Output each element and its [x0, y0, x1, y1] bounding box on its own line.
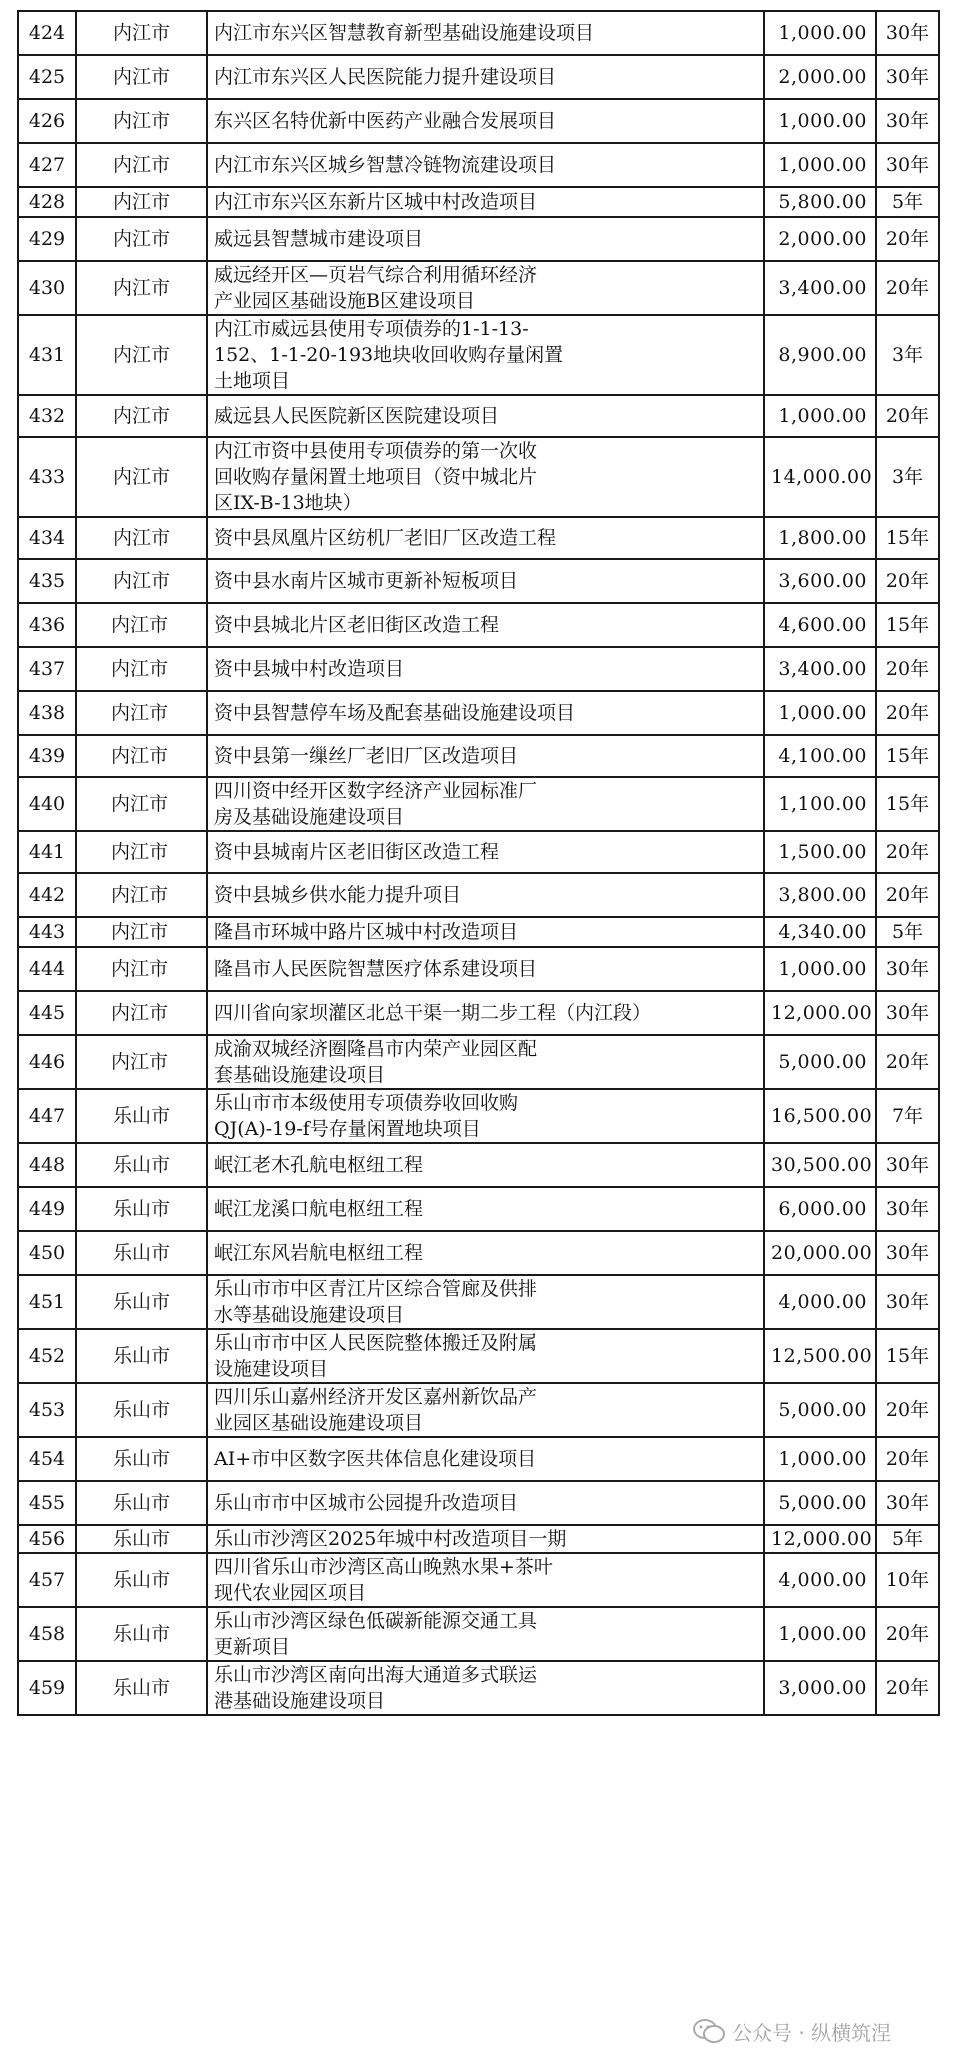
row-number-cell: 447 [18, 1089, 76, 1143]
project-name-cell: 四川省向家坝灌区北总干渠一期二步工程（内江段） [207, 991, 764, 1035]
term-cell: 20年 [876, 559, 939, 603]
term-cell: 15年 [876, 735, 939, 777]
project-name-cell: 东兴区名特优新中医药产业融合发展项目 [207, 99, 764, 143]
project-name-cell: 威远县智慧城市建设项目 [207, 217, 764, 261]
table-row [18, 143, 939, 187]
project-name-line: 内江市威远县使用专项债券的1-1-13- [214, 318, 529, 340]
project-name-cell [207, 777, 764, 831]
amount-cell: 3,400.00 [764, 647, 876, 691]
city-cell: 乐山市 [76, 1143, 207, 1187]
term-cell: 5年 [876, 1525, 939, 1553]
amount-cell: 20,000.00 [764, 1231, 876, 1275]
row-number-cell: 430 [18, 261, 76, 315]
row-number-cell: 446 [18, 1035, 76, 1089]
project-name-line: 四川省乐山市沙湾区高山晚熟水果+茶叶 [214, 1556, 553, 1578]
city-cell: 内江市 [76, 691, 207, 735]
amount-cell: 1,000.00 [764, 1607, 876, 1661]
row-number-cell: 445 [18, 991, 76, 1035]
term-cell: 20年 [876, 1383, 939, 1437]
project-name-cell: 威远县人民医院新区医院建设项目 [207, 395, 764, 437]
term-cell: 20年 [876, 691, 939, 735]
city-cell: 内江市 [76, 947, 207, 991]
table-row [18, 947, 939, 991]
city-cell: 内江市 [76, 831, 207, 873]
term-cell: 30年 [876, 1143, 939, 1187]
project-name-cell: 内江市东兴区城乡智慧冷链物流建设项目 [207, 143, 764, 187]
city-cell: 内江市 [76, 99, 207, 143]
row-number-cell: 429 [18, 217, 76, 261]
term-cell: 30年 [876, 1231, 939, 1275]
city-cell: 乐山市 [76, 1437, 207, 1481]
row-number-cell: 440 [18, 777, 76, 831]
table-row [18, 1525, 939, 1553]
amount-cell: 5,000.00 [764, 1035, 876, 1089]
amount-cell: 6,000.00 [764, 1187, 876, 1231]
project-name-cell: 隆昌市人民医院智慧医疗体系建设项目 [207, 947, 764, 991]
row-number-cell: 451 [18, 1275, 76, 1329]
amount-cell: 4,340.00 [764, 917, 876, 947]
project-name-cell: 隆昌市环城中路片区城中村改造项目 [207, 917, 764, 947]
term-cell: 15年 [876, 603, 939, 647]
project-name-line: 威远经开区—页岩气综合利用循环经济 [214, 264, 538, 286]
project-name-cell: 资中县城乡供水能力提升项目 [207, 873, 764, 917]
city-cell: 乐山市 [76, 1553, 207, 1607]
city-cell: 乐山市 [76, 1661, 207, 1715]
row-number-cell: 441 [18, 831, 76, 873]
project-name-line: 四川资中经开区数字经济产业园标准厂 [214, 780, 538, 802]
term-cell: 20年 [876, 395, 939, 437]
row-number-cell: 443 [18, 917, 76, 947]
table-row [18, 437, 939, 517]
amount-cell: 1,000.00 [764, 99, 876, 143]
city-cell: 内江市 [76, 917, 207, 947]
project-name-line: 业园区基础设施建设项目 [214, 1412, 424, 1434]
table-row [18, 11, 939, 55]
amount-cell: 1,000.00 [764, 143, 876, 187]
term-cell: 30年 [876, 11, 939, 55]
row-number-cell: 453 [18, 1383, 76, 1437]
project-name-cell: 内江市东兴区人民医院能力提升建设项目 [207, 55, 764, 99]
amount-cell: 4,000.00 [764, 1275, 876, 1329]
project-name-cell: 资中县城北片区老旧街区改造工程 [207, 603, 764, 647]
term-cell: 15年 [876, 777, 939, 831]
amount-cell: 1,100.00 [764, 777, 876, 831]
project-name-line: 水等基础设施建设项目 [214, 1304, 405, 1326]
row-number-cell: 435 [18, 559, 76, 603]
amount-cell: 5,000.00 [764, 1481, 876, 1525]
row-number-cell: 450 [18, 1231, 76, 1275]
amount-cell: 14,000.00 [764, 437, 876, 517]
project-name-cell [207, 1089, 764, 1143]
watermark-text: 公众号 · 纵横筑涅 [732, 2020, 892, 2045]
term-cell: 3年 [876, 437, 939, 517]
amount-cell: 3,800.00 [764, 873, 876, 917]
row-number-cell: 448 [18, 1143, 76, 1187]
project-name-cell: 资中县城南片区老旧街区改造工程 [207, 831, 764, 873]
term-cell: 15年 [876, 517, 939, 559]
table-row [18, 991, 939, 1035]
table-row [18, 187, 939, 217]
term-cell: 30年 [876, 1481, 939, 1525]
city-cell: 内江市 [76, 55, 207, 99]
table-row [18, 1553, 939, 1607]
table-row [18, 1437, 939, 1481]
amount-cell: 1,000.00 [764, 947, 876, 991]
term-cell: 30年 [876, 1275, 939, 1329]
row-number-cell: 438 [18, 691, 76, 735]
city-cell: 乐山市 [76, 1275, 207, 1329]
amount-cell: 2,000.00 [764, 217, 876, 261]
table-row [18, 1187, 939, 1231]
city-cell: 内江市 [76, 559, 207, 603]
amount-cell: 5,800.00 [764, 187, 876, 217]
project-name-cell [207, 1329, 764, 1383]
term-cell: 3年 [876, 315, 939, 395]
project-name-cell: 乐山市市中区城市公园提升改造项目 [207, 1481, 764, 1525]
term-cell: 7年 [876, 1089, 939, 1143]
watermark [692, 2016, 891, 2046]
project-name-line: QJ(A)-19-f号存量闲置地块项目 [214, 1118, 481, 1140]
table-row [18, 1661, 939, 1715]
project-name-cell [207, 1661, 764, 1715]
project-name-cell [207, 437, 764, 517]
project-name-line: 乐山市沙湾区南向出海大通道多式联运 [214, 1664, 538, 1686]
term-cell: 30年 [876, 99, 939, 143]
city-cell: 内江市 [76, 437, 207, 517]
city-cell: 内江市 [76, 603, 207, 647]
table-row [18, 1607, 939, 1661]
table-row [18, 831, 939, 873]
project-name-line: 乐山市沙湾区绿色低碳新能源交通工具 [214, 1610, 538, 1632]
table-row [18, 559, 939, 603]
amount-cell: 30,500.00 [764, 1143, 876, 1187]
row-number-cell: 442 [18, 873, 76, 917]
term-cell: 20年 [876, 1035, 939, 1089]
amount-cell: 5,000.00 [764, 1383, 876, 1437]
term-cell: 30年 [876, 143, 939, 187]
amount-cell: 4,600.00 [764, 603, 876, 647]
project-name-line: 内江市资中县使用专项债券的第一次收 [214, 440, 538, 462]
row-number-cell: 426 [18, 99, 76, 143]
row-number-cell: 427 [18, 143, 76, 187]
city-cell: 内江市 [76, 647, 207, 691]
amount-cell: 12,000.00 [764, 1525, 876, 1553]
project-name-cell [207, 1275, 764, 1329]
amount-cell: 1,000.00 [764, 11, 876, 55]
term-cell: 20年 [876, 831, 939, 873]
project-name-cell: 岷江老木孔航电枢纽工程 [207, 1143, 764, 1187]
project-name-line: 设施建设项目 [214, 1358, 329, 1380]
city-cell: 乐山市 [76, 1231, 207, 1275]
project-table [17, 10, 940, 1716]
row-number-cell: 428 [18, 187, 76, 217]
row-number-cell: 433 [18, 437, 76, 517]
term-cell: 30年 [876, 55, 939, 99]
city-cell: 内江市 [76, 143, 207, 187]
table-row [18, 691, 939, 735]
project-name-line: 港基础设施建设项目 [214, 1690, 386, 1712]
city-cell: 内江市 [76, 261, 207, 315]
project-name-cell [207, 315, 764, 395]
project-name-cell: 岷江龙溪口航电枢纽工程 [207, 1187, 764, 1231]
project-name-line: 乐山市市中区人民医院整体搬迁及附属 [214, 1332, 538, 1354]
amount-cell: 3,400.00 [764, 261, 876, 315]
city-cell: 内江市 [76, 217, 207, 261]
table-row [18, 1089, 939, 1143]
table-row [18, 1383, 939, 1437]
row-number-cell: 454 [18, 1437, 76, 1481]
project-name-cell: 乐山市沙湾区2025年城中村改造项目一期 [207, 1525, 764, 1553]
amount-cell: 12,500.00 [764, 1329, 876, 1383]
table-row [18, 735, 939, 777]
row-number-cell: 458 [18, 1607, 76, 1661]
project-name-cell [207, 1035, 764, 1089]
amount-cell: 1,500.00 [764, 831, 876, 873]
amount-cell: 1,000.00 [764, 395, 876, 437]
project-name-cell: 内江市东兴区东新片区城中村改造项目 [207, 187, 764, 217]
city-cell: 乐山市 [76, 1089, 207, 1143]
term-cell: 5年 [876, 917, 939, 947]
project-name-cell: 资中县水南片区城市更新补短板项目 [207, 559, 764, 603]
city-cell: 内江市 [76, 735, 207, 777]
row-number-cell: 455 [18, 1481, 76, 1525]
amount-cell: 3,600.00 [764, 559, 876, 603]
project-name-line: 区IX-B-13地块） [214, 492, 362, 514]
city-cell: 乐山市 [76, 1481, 207, 1525]
table-row [18, 1143, 939, 1187]
city-cell: 乐山市 [76, 1187, 207, 1231]
project-name-line: 回收购存量闲置土地项目（资中城北片 [214, 466, 538, 488]
term-cell: 20年 [876, 261, 939, 315]
term-cell: 30年 [876, 947, 939, 991]
wechat-icon [692, 2018, 726, 2044]
table-row [18, 1329, 939, 1383]
city-cell: 乐山市 [76, 1607, 207, 1661]
project-name-cell: 资中县凤凰片区纺机厂老旧厂区改造工程 [207, 517, 764, 559]
project-name-line: 乐山市市本级使用专项债券收回收购 [214, 1092, 519, 1114]
row-number-cell: 459 [18, 1661, 76, 1715]
city-cell: 乐山市 [76, 1329, 207, 1383]
amount-cell: 1,000.00 [764, 691, 876, 735]
project-name-line: 152、1-1-20-193地块收回收购存量闲置 [214, 344, 564, 366]
amount-cell: 4,100.00 [764, 735, 876, 777]
project-name-line: 更新项目 [214, 1636, 291, 1658]
city-cell: 内江市 [76, 11, 207, 55]
project-name-cell: 岷江东风岩航电枢纽工程 [207, 1231, 764, 1275]
term-cell: 30年 [876, 991, 939, 1035]
table-row [18, 99, 939, 143]
row-number-cell: 439 [18, 735, 76, 777]
city-cell: 内江市 [76, 517, 207, 559]
amount-cell: 12,000.00 [764, 991, 876, 1035]
row-number-cell: 437 [18, 647, 76, 691]
row-number-cell: 436 [18, 603, 76, 647]
city-cell: 内江市 [76, 991, 207, 1035]
amount-cell: 16,500.00 [764, 1089, 876, 1143]
table-row [18, 315, 939, 395]
city-cell: 内江市 [76, 777, 207, 831]
term-cell: 20年 [876, 647, 939, 691]
table-row [18, 1231, 939, 1275]
project-name-line: 四川乐山嘉州经济开发区嘉州新饮品产 [214, 1386, 538, 1408]
table-row [18, 395, 939, 437]
project-name-line: 乐山市市中区青江片区综合管廊及供排 [214, 1278, 538, 1300]
amount-cell: 1,000.00 [764, 1437, 876, 1481]
row-number-cell: 431 [18, 315, 76, 395]
city-cell: 内江市 [76, 1035, 207, 1089]
table-row [18, 603, 939, 647]
project-name-cell: 资中县第一缫丝厂老旧厂区改造项目 [207, 735, 764, 777]
amount-cell: 8,900.00 [764, 315, 876, 395]
city-cell: 内江市 [76, 187, 207, 217]
amount-cell: 2,000.00 [764, 55, 876, 99]
project-name-line: 套基础设施建设项目 [214, 1064, 386, 1086]
amount-cell: 4,000.00 [764, 1553, 876, 1607]
amount-cell: 1,800.00 [764, 517, 876, 559]
table-row [18, 217, 939, 261]
row-number-cell: 449 [18, 1187, 76, 1231]
row-number-cell: 444 [18, 947, 76, 991]
table-row [18, 647, 939, 691]
project-name-line: 房及基础设施建设项目 [214, 806, 405, 828]
project-name-cell [207, 1607, 764, 1661]
table-row [18, 1035, 939, 1089]
project-name-line: 成渝双城经济圈隆昌市内荣产业园区配 [214, 1038, 538, 1060]
amount-cell: 3,000.00 [764, 1661, 876, 1715]
project-name-cell: 内江市东兴区智慧教育新型基础设施建设项目 [207, 11, 764, 55]
term-cell: 10年 [876, 1553, 939, 1607]
city-cell: 内江市 [76, 873, 207, 917]
project-name-cell: AI+市中区数字医共体信息化建设项目 [207, 1437, 764, 1481]
project-name-line: 产业园区基础设施B区建设项目 [214, 290, 475, 312]
row-number-cell: 424 [18, 11, 76, 55]
term-cell: 20年 [876, 217, 939, 261]
term-cell: 20年 [876, 1661, 939, 1715]
row-number-cell: 434 [18, 517, 76, 559]
row-number-cell: 456 [18, 1525, 76, 1553]
term-cell: 20年 [876, 1437, 939, 1481]
city-cell: 内江市 [76, 315, 207, 395]
table-row [18, 917, 939, 947]
table-row [18, 1275, 939, 1329]
term-cell: 15年 [876, 1329, 939, 1383]
term-cell: 5年 [876, 187, 939, 217]
row-number-cell: 432 [18, 395, 76, 437]
row-number-cell: 452 [18, 1329, 76, 1383]
project-name-line: 土地项目 [214, 370, 291, 392]
project-name-cell [207, 1553, 764, 1607]
project-name-cell [207, 261, 764, 315]
project-name-cell: 资中县城中村改造项目 [207, 647, 764, 691]
table-row [18, 517, 939, 559]
row-number-cell: 457 [18, 1553, 76, 1607]
table-row [18, 873, 939, 917]
term-cell: 20年 [876, 1607, 939, 1661]
table-row [18, 1481, 939, 1525]
table-row [18, 55, 939, 99]
term-cell: 20年 [876, 873, 939, 917]
city-cell: 乐山市 [76, 1383, 207, 1437]
project-name-cell: 资中县智慧停车场及配套基础设施建设项目 [207, 691, 764, 735]
table-row [18, 777, 939, 831]
city-cell: 内江市 [76, 395, 207, 437]
term-cell: 30年 [876, 1187, 939, 1231]
table-row [18, 261, 939, 315]
city-cell: 乐山市 [76, 1525, 207, 1553]
row-number-cell: 425 [18, 55, 76, 99]
project-name-line: 现代农业园区项目 [214, 1582, 367, 1604]
project-name-cell [207, 1383, 764, 1437]
